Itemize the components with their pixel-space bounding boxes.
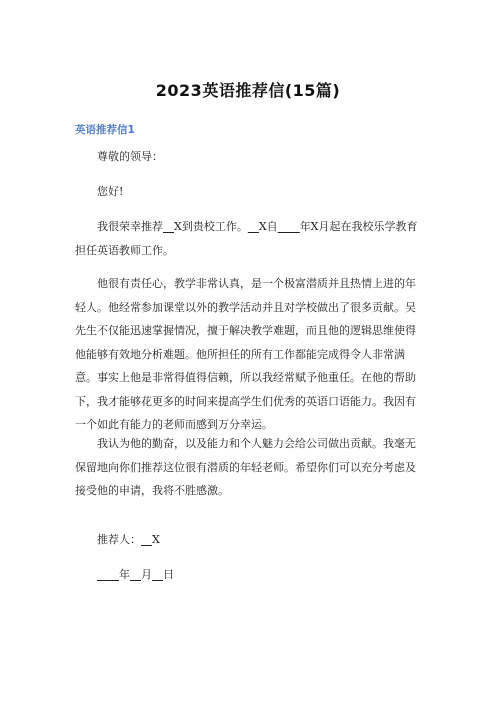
year-label: 年 [119,568,130,581]
intro-text-a: 我很荣幸推荐 [97,220,163,233]
name-blank: __ [163,220,174,233]
date-line [75,563,425,587]
document-title: 2023英语推荐信(15篇) [155,81,341,100]
month-blank: __ [130,568,141,581]
day-label: 日 [163,568,174,581]
month-label: 月 [141,568,152,581]
recommender-blank: __ [141,533,152,546]
recommender-line [75,528,425,552]
intro-text-b: X到贵校工作。 [174,220,248,233]
intro-paragraph [75,215,425,262]
year-blank: ____ [97,568,119,581]
recommender-name: X [152,533,160,546]
day-blank: __ [152,568,163,581]
intro-text-d: 年X月起在我校乐学教育担任英语教师工作。 [75,220,418,257]
intro-text-c: X自 [258,220,278,233]
section-heading: 英语推荐信1 [75,124,135,136]
hello-paragraph: 您好! [97,185,124,198]
body-paragraph-1: 他很有责任心，教学非常认真，是一个极富潜质并且热情上进的年轻人。他经常参加课堂以外的教学活动并且对学校做出了很多贡献。吴先生不仅能迅速掌握情况，擅于解决教学难题，而且他的逻辑思维使得他能够有效地分析难题。他所担任的所有工作都能完成得令人非常满意。事实上他是非常得值得信赖，所以我经常赋予他重任。在他的帮助下，我才能够花更多的时间来提高学生们优秀的英语口语能力。我因有一个如此有能力的老师而感到万分幸运。 [75,277,416,431]
year-blank: ____ [277,220,300,233]
greeting-paragraph: 尊敬的领导： [97,150,163,163]
recommender-label: 推荐人： [97,533,141,546]
body-paragraph-2: 我认为他的勤奋，以及能力和个人魅力会给公司做出贡献。我毫无保留地向你们推荐这位很有潜质的年轻老师。希望你们可以充分考虑及接受他的申请，我将不胜感激。 [75,437,416,497]
name-blank: __ [247,220,259,233]
